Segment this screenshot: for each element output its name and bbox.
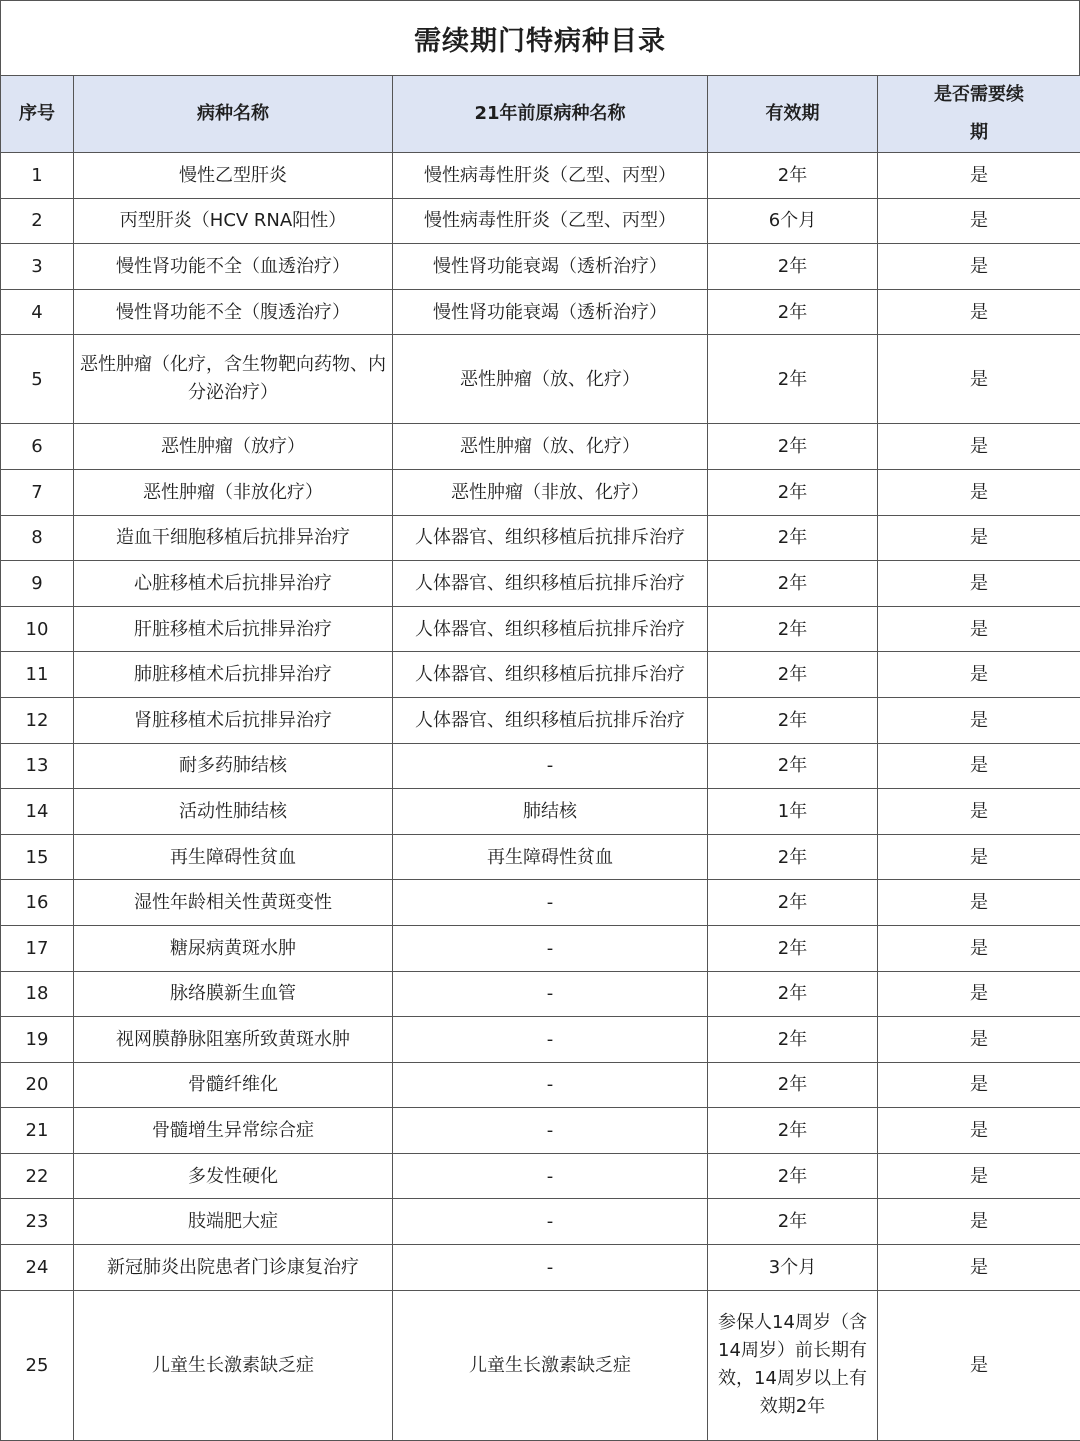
cell-validity: 2年 [708,1062,878,1108]
cell-renewal: 是 [878,1199,1080,1245]
cell-disease-name: 儿童生长激素缺乏症 [74,1290,393,1440]
cell-index: 11 [1,652,74,698]
cell-renewal: 是 [878,198,1080,244]
table-row [1,1062,1080,1108]
cell-index: 14 [1,789,74,835]
cell-index: 16 [1,880,74,926]
cell-renewal: 是 [878,424,1080,470]
cell-disease-name: 湿性年龄相关性黄斑变性 [74,880,393,926]
cell-renewal: 是 [878,515,1080,561]
cell-former-name: 再生障碍性贫血 [393,834,708,880]
cell-disease-name: 肝脏移植术后抗排异治疗 [74,606,393,652]
header-renewal [878,76,1080,153]
table-row [1,925,1080,971]
cell-disease-name: 骨髓纤维化 [74,1062,393,1108]
cell-former-name: - [393,743,708,789]
cell-disease-name: 耐多药肺结核 [74,743,393,789]
cell-renewal: 是 [878,289,1080,335]
cell-former-name: 人体器官、组织移植后抗排斥治疗 [393,697,708,743]
cell-former-name: - [393,1153,708,1199]
cell-validity: 2年 [708,469,878,515]
table-row [1,834,1080,880]
cell-disease-name: 慢性乙型肝炎 [74,153,393,199]
cell-index: 18 [1,971,74,1017]
cell-index: 10 [1,606,74,652]
cell-former-name: 肺结核 [393,789,708,835]
cell-former-name: 恶性肿瘤（非放、化疗） [393,469,708,515]
cell-validity: 2年 [708,424,878,470]
cell-renewal: 是 [878,1017,1080,1063]
cell-index: 9 [1,561,74,607]
table-row [1,561,1080,607]
cell-former-name: - [393,880,708,926]
cell-index: 23 [1,1199,74,1245]
cell-index: 8 [1,515,74,561]
cell-renewal: 是 [878,244,1080,290]
cell-former-name: - [393,1017,708,1063]
table-row [1,697,1080,743]
cell-renewal: 是 [878,925,1080,971]
cell-former-name: - [393,1062,708,1108]
cell-validity: 2年 [708,834,878,880]
cell-validity: 2年 [708,335,878,424]
cell-index: 24 [1,1245,74,1291]
cell-renewal: 是 [878,1153,1080,1199]
cell-index: 3 [1,244,74,290]
cell-former-name: - [393,1199,708,1245]
table-row [1,1199,1080,1245]
cell-renewal: 是 [878,971,1080,1017]
cell-disease-name: 恶性肿瘤（非放化疗） [74,469,393,515]
cell-validity: 2年 [708,561,878,607]
cell-index: 25 [1,1290,74,1440]
table-row [1,153,1080,199]
cell-former-name: 人体器官、组织移植后抗排斥治疗 [393,606,708,652]
cell-index: 19 [1,1017,74,1063]
cell-index: 6 [1,424,74,470]
header-former-name: 21年前原病种名称 [393,76,708,153]
cell-index: 20 [1,1062,74,1108]
cell-validity: 3个月 [708,1245,878,1291]
cell-renewal: 是 [878,1062,1080,1108]
cell-disease-name: 肢端肥大症 [74,1199,393,1245]
cell-disease-name: 活动性肺结核 [74,789,393,835]
table-row [1,1017,1080,1063]
header-disease-name: 病种名称 [74,76,393,153]
cell-former-name: - [393,971,708,1017]
cell-former-name: 人体器官、组织移植后抗排斥治疗 [393,515,708,561]
table-row [1,789,1080,835]
table-row [1,606,1080,652]
cell-index: 7 [1,469,74,515]
table-body [1,153,1080,1441]
cell-index: 2 [1,198,74,244]
cell-disease-name: 恶性肿瘤（化疗，含生物靶向药物、内分泌治疗） [74,335,393,424]
cell-renewal: 是 [878,1108,1080,1154]
cell-renewal: 是 [878,652,1080,698]
table-row [1,971,1080,1017]
cell-disease-name: 慢性肾功能不全（腹透治疗） [74,289,393,335]
cell-validity: 1年 [708,789,878,835]
cell-disease-name: 新冠肺炎出院患者门诊康复治疗 [74,1245,393,1291]
cell-disease-name: 心脏移植术后抗排异治疗 [74,561,393,607]
cell-index: 12 [1,697,74,743]
cell-renewal: 是 [878,469,1080,515]
cell-validity: 2年 [708,1199,878,1245]
cell-former-name: 儿童生长激素缺乏症 [393,1290,708,1440]
cell-validity: 2年 [708,515,878,561]
cell-validity: 2年 [708,244,878,290]
table-row [1,469,1080,515]
table-row [1,1153,1080,1199]
cell-former-name: 慢性肾功能衰竭（透析治疗） [393,244,708,290]
cell-index: 5 [1,335,74,424]
cell-index: 4 [1,289,74,335]
cell-renewal: 是 [878,1290,1080,1440]
cell-former-name: 恶性肿瘤（放、化疗） [393,335,708,424]
table-row [1,244,1080,290]
cell-former-name: 慢性病毒性肝炎（乙型、丙型） [393,153,708,199]
cell-renewal: 是 [878,743,1080,789]
disease-table [0,75,1080,1441]
document-title [0,0,1080,75]
cell-index: 22 [1,1153,74,1199]
table-row [1,424,1080,470]
cell-renewal: 是 [878,606,1080,652]
cell-validity: 2年 [708,1108,878,1154]
cell-renewal: 是 [878,697,1080,743]
header-index: 序号 [1,76,74,153]
table-row [1,198,1080,244]
cell-former-name: 慢性肾功能衰竭（透析治疗） [393,289,708,335]
cell-disease-name: 骨髓增生异常综合症 [74,1108,393,1154]
cell-index: 17 [1,925,74,971]
title-text: 需续期门特病种目录 [414,25,666,57]
cell-validity: 2年 [708,1017,878,1063]
cell-validity: 2年 [708,971,878,1017]
cell-disease-name: 慢性肾功能不全（血透治疗） [74,244,393,290]
cell-former-name: - [393,1245,708,1291]
cell-validity: 6个月 [708,198,878,244]
cell-validity: 2年 [708,697,878,743]
cell-renewal: 是 [878,880,1080,926]
table-row [1,1290,1080,1440]
table-row [1,1108,1080,1154]
cell-former-name: - [393,1108,708,1154]
cell-disease-name: 视网膜静脉阻塞所致黄斑水肿 [74,1017,393,1063]
cell-renewal: 是 [878,153,1080,199]
cell-former-name: 慢性病毒性肝炎（乙型、丙型） [393,198,708,244]
cell-validity: 2年 [708,925,878,971]
cell-validity: 2年 [708,606,878,652]
cell-former-name: 人体器官、组织移植后抗排斥治疗 [393,561,708,607]
cell-validity: 2年 [708,1153,878,1199]
table-row [1,880,1080,926]
cell-disease-name: 再生障碍性贫血 [74,834,393,880]
header-renewal-text: 是否需要续期 [934,84,1024,143]
cell-validity: 2年 [708,880,878,926]
cell-renewal: 是 [878,335,1080,424]
cell-disease-name: 丙型肝炎（HCV RNA阳性） [74,198,393,244]
cell-former-name: - [393,925,708,971]
cell-index: 1 [1,153,74,199]
cell-disease-name: 造血干细胞移植后抗排异治疗 [74,515,393,561]
cell-validity: 2年 [708,652,878,698]
cell-validity: 2年 [708,153,878,199]
cell-validity: 2年 [708,289,878,335]
cell-validity: 参保人14周岁（含14周岁）前长期有效，14周岁以上有效期2年 [708,1290,878,1440]
cell-former-name: 恶性肿瘤（放、化疗） [393,424,708,470]
header-validity: 有效期 [708,76,878,153]
header-row [1,76,1080,153]
table-row [1,652,1080,698]
cell-renewal: 是 [878,561,1080,607]
cell-renewal: 是 [878,1245,1080,1291]
cell-former-name: 人体器官、组织移植后抗排斥治疗 [393,652,708,698]
table-row [1,1245,1080,1291]
cell-disease-name: 脉络膜新生血管 [74,971,393,1017]
cell-disease-name: 恶性肿瘤（放疗） [74,424,393,470]
cell-renewal: 是 [878,789,1080,835]
table-header [1,76,1080,153]
table-row [1,289,1080,335]
table-row [1,515,1080,561]
cell-index: 15 [1,834,74,880]
cell-disease-name: 糖尿病黄斑水肿 [74,925,393,971]
cell-disease-name: 肺脏移植术后抗排异治疗 [74,652,393,698]
cell-disease-name: 肾脏移植术后抗排异治疗 [74,697,393,743]
table-row [1,743,1080,789]
cell-renewal: 是 [878,834,1080,880]
table-row [1,335,1080,424]
cell-validity: 2年 [708,743,878,789]
cell-index: 13 [1,743,74,789]
cell-index: 21 [1,1108,74,1154]
cell-disease-name: 多发性硬化 [74,1153,393,1199]
